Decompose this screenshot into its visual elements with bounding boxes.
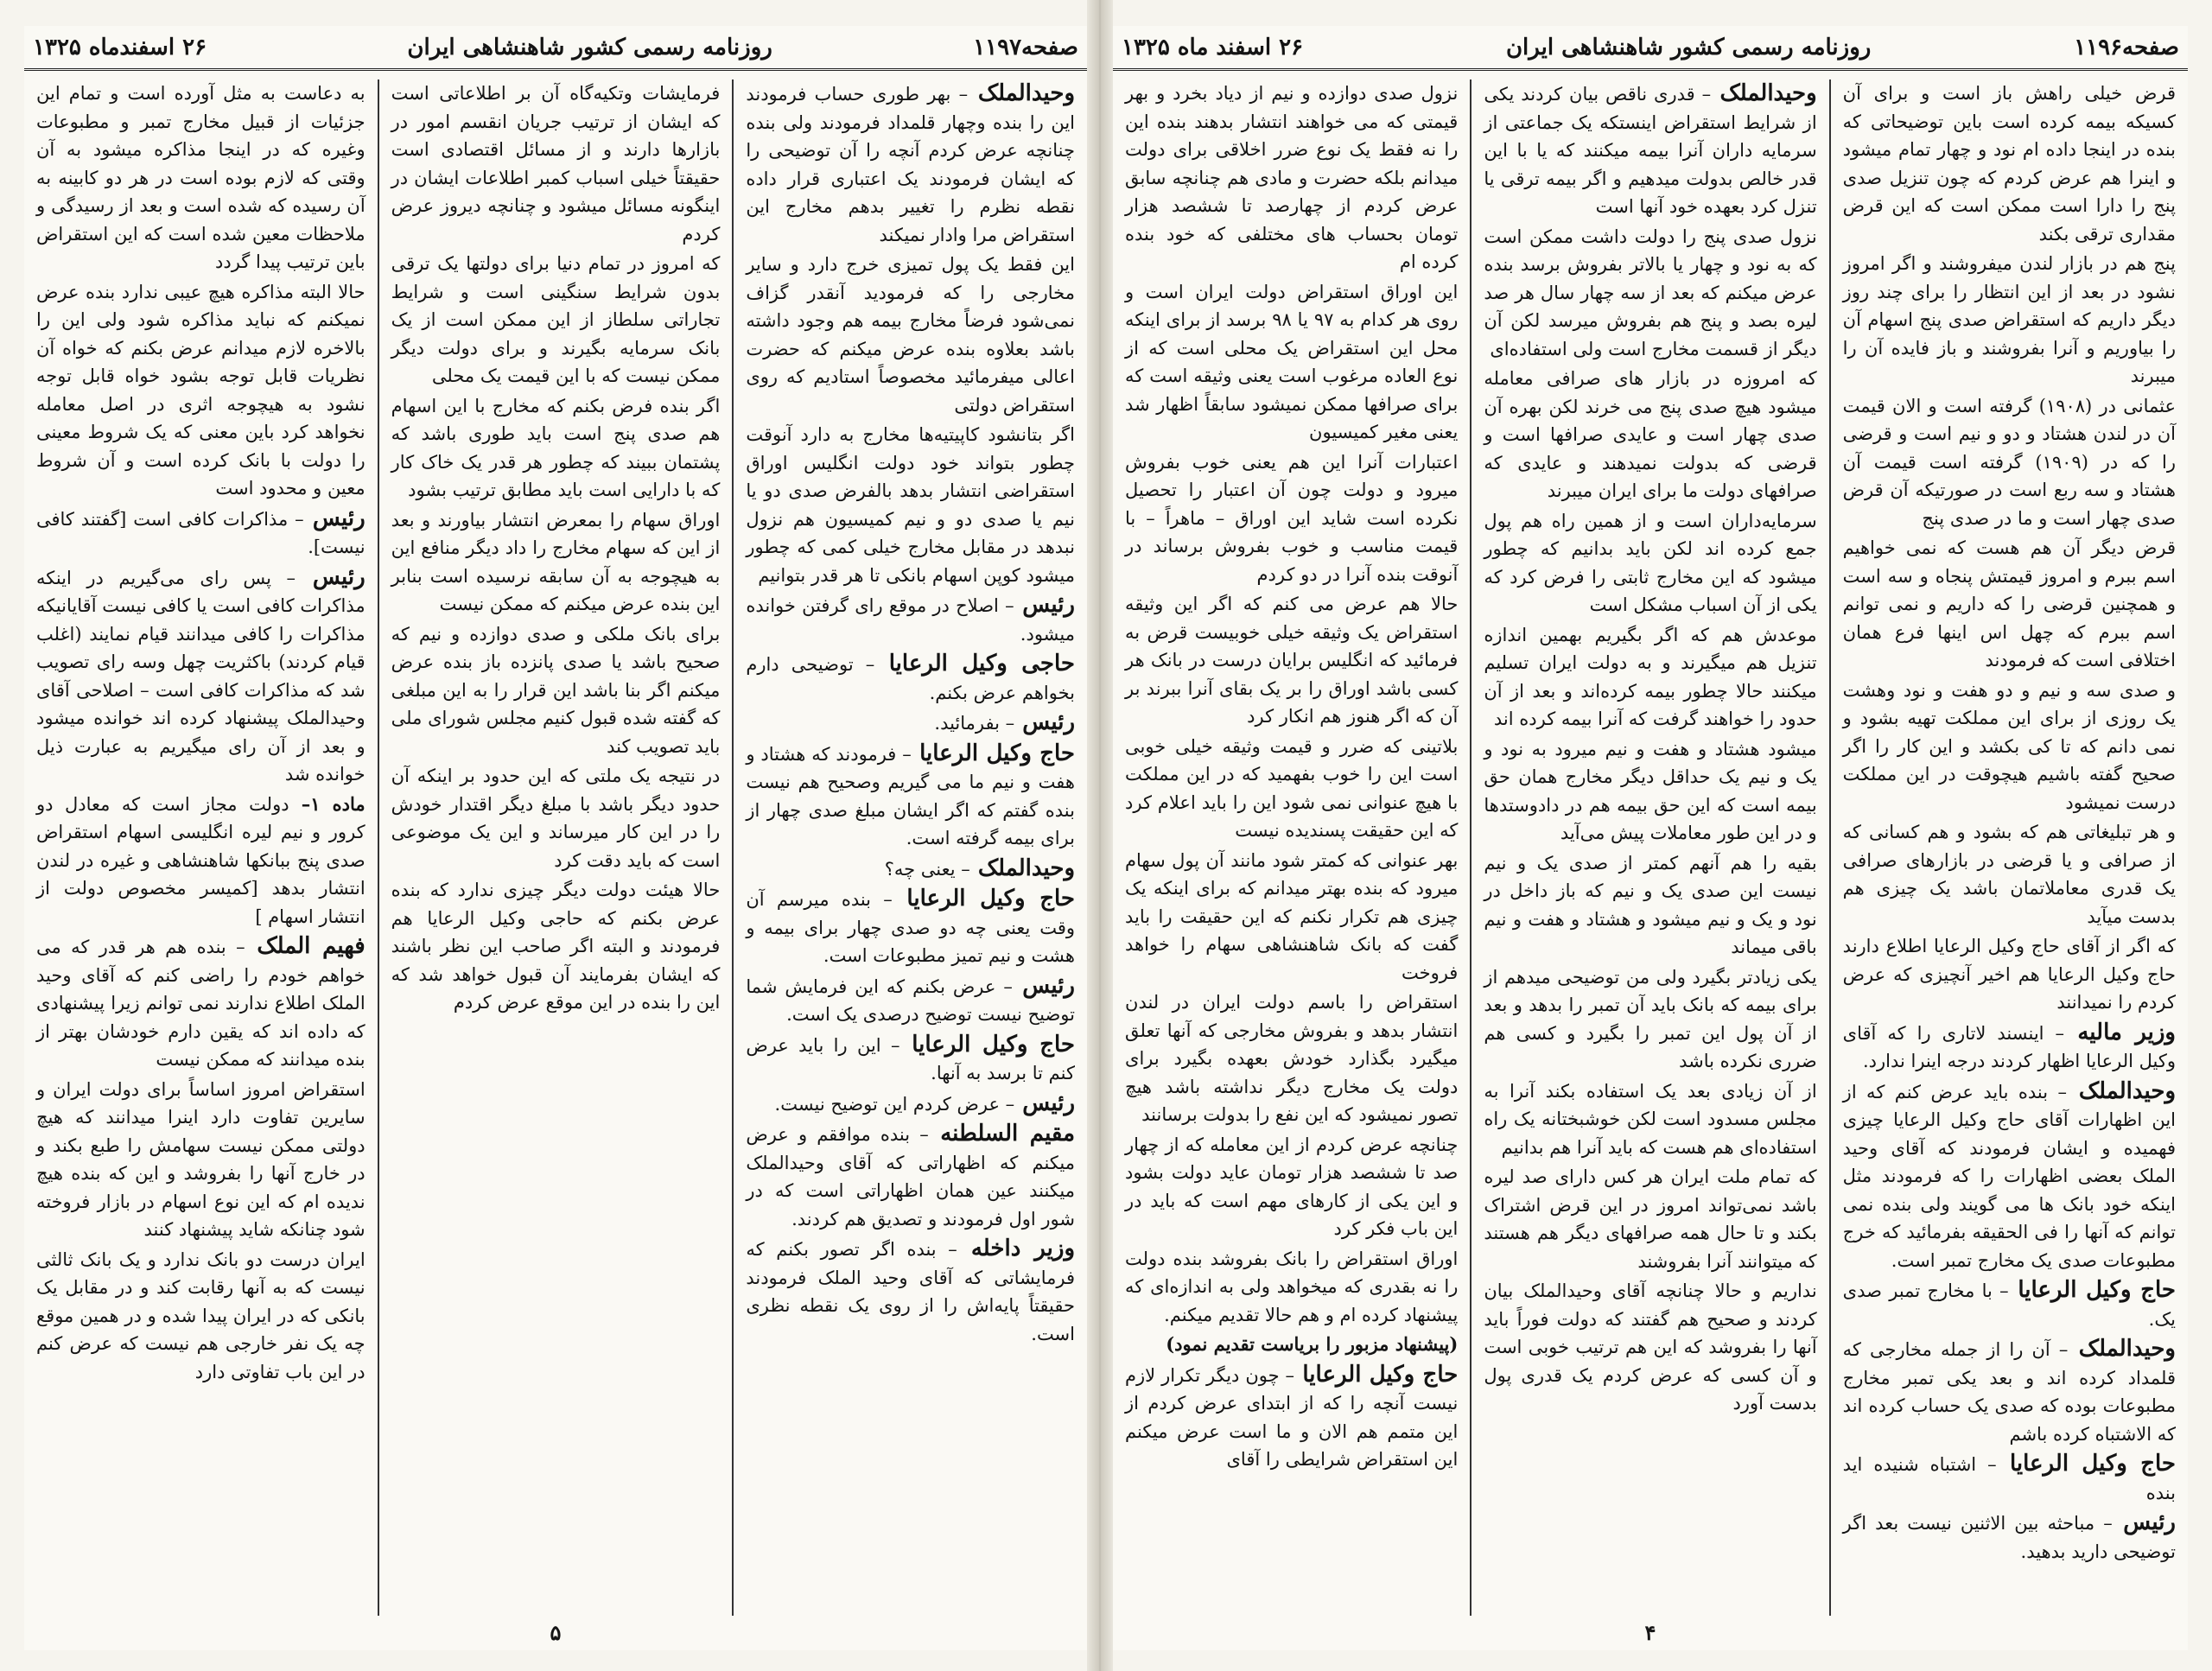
paragraph (746, 972, 1075, 1029)
paragraph-text: – چون دیگر تکرار لازم نیست آنچه را که از ابتدای عرض کردم از این متمم هم الان و ما است عرض میکنم این استقراض شرایطی را آقای (1125, 1364, 1459, 1470)
paragraph (391, 250, 721, 391)
speaker-name: وحیدالملک (968, 80, 1075, 106)
text-column (1829, 79, 2188, 1616)
paragraph (391, 79, 721, 248)
paragraph (1125, 1245, 1458, 1330)
paragraph (1125, 988, 1458, 1129)
paragraph (746, 650, 1075, 707)
paragraph-text: – فرمودند که هشتاد و هفت و نیم ما می گیریم وصحیح هم نیست بنده گفتم که اگر ایشان مبلغ صدی چهار از برای بیمه گرفته است. (746, 743, 1075, 848)
paragraph-text: فرمایشات وتکیه‌گاه آن بر اطلاعاتی است که ایشان از ترتیب جریان انقسم امور در بازارها دارند و از مسائل اقتصادی است حقیقتاً خیلی اسباب کمبر اطلاعات ایشان در اینگونه مسائل میشود و چنانچه دیروز عرض کردم (391, 83, 721, 245)
paragraph-text: سرمایه‌داران است و از همین راه هم پول جمع کرده اند لکن باید بدانیم که چطور میشود که این مخارج ثابتی را فرض کرد که یکی از آن اسباب مشکل است (1484, 510, 1817, 615)
paragraph (1484, 849, 1816, 962)
paragraph (391, 392, 721, 505)
paragraph (746, 885, 1075, 970)
paragraph-text: – بهر طوری حساب فرمودند این را بنده وچهار قلمداد فرمودند ولی بنده چنانچه عرض کردم آنچه را آن توضیحی را که ایشان فرمودند یک اعتباری قرار داده نقطه نظرم را تغییر بدهم مخارج این استقراض مرا وادار نمیکند (746, 84, 1075, 245)
paragraph (1843, 677, 2176, 817)
paragraph-text: – عرض کردم این توضیح نیست. (774, 1093, 1015, 1115)
paragraph (1125, 847, 1458, 988)
paragraph-text: – بنده میرسم آن وقت یعنی چه دو صدی چهار برای بیمه و هشت و نیم تمیز مطبوعات است. (746, 889, 1075, 966)
paragraph-text: نداریم و حالا چنانچه آقای وحیدالملک بیان کردند و صحیح هم گفتند که دولت فوراً باید آنها را بفروشد که این هم ترتیب خوبی است و آن کسی که عرض کردم یک قدری پول بدست آورد (1484, 1280, 1817, 1414)
paragraph (1484, 621, 1816, 734)
speaker-name: رئیس (1012, 972, 1075, 999)
paragraph (1843, 250, 2176, 391)
paragraph (1843, 1276, 2176, 1333)
speaker-name: وحیدالملک (1711, 80, 1817, 106)
paragraph (746, 1090, 1075, 1119)
paragraph (36, 791, 365, 931)
text-column (1470, 79, 1828, 1616)
page-gutter (1087, 0, 1113, 1671)
paragraph (746, 421, 1075, 589)
paragraph-text: – توضیحی دارم بخواهم عرض بکنم. (746, 654, 1075, 703)
paragraph (1125, 1131, 1458, 1243)
paragraph (391, 876, 721, 1017)
paragraph (746, 855, 1075, 884)
paragraph-text: و صدی سه و نیم و دو هفت و نود وهشت یک روزی از برای این مملکت تهیه بشود و نمی دانم که تا کی بکشد و این کار را اگر صحیح گفته باشیم هیچوقت در این مملکت درست نمیشود (1842, 679, 2176, 813)
right-newspaper-title: روزنامه رسمی کشور شاهنشاهی ایران (1505, 34, 1872, 60)
paragraph-text: اگر بتانشود کاپیتیه‌ها مخارج به دارد آنوقت چطور بتواند خود دولت انگلیس اوراق استقراضی انتشار بدهد بالفرض صدی دو یا نیم یا صدی دو و نیم کمیسیون هم نزول نبدهد در مقابل مخارج خیلی کمی که چطور میشود کوپن اسهام بانکی تا هر قدر بتوانیم (746, 424, 1075, 586)
paragraph-text: و هر تبلیغاتی هم که بشود و هم کسانی که از صرافی و یا قرضی در بازارهای صرافی یک قدری معاملاتمان باشد یک چیزی هم بدست میآید (1842, 822, 2176, 927)
paragraph-text: نزول صدی دوازده و نیم از دیاد بخرد و بهر قیمتی که می خواهند انتشار بدهند بنده این را نه فقط یک نوع ضرر اخلاقی برای دولت میدانم بلکه حضرت و مادی هم چنانچه سابق عرض کردم از چهارصد تا ششصد هزار تومان بحساب های مختلفی که خود بنده کرده ام (1125, 83, 1459, 272)
paragraph (1843, 392, 2176, 533)
paragraph (1125, 278, 1458, 447)
paragraph (36, 1076, 365, 1244)
text-column (378, 79, 733, 1616)
speaker-name: فهیم الملک (245, 933, 365, 959)
paragraph-text: بقیه را هم آنهم کمتر از صدی یک و نیم نیست این صدی یک و نیم که باز داخل در نود و یک و نیم میشود و هشتاد و هفت و نیم باقی میماند (1484, 852, 1817, 957)
paragraph (1843, 1077, 2176, 1275)
paragraph (1484, 79, 1816, 221)
right-folio: ۴ (1644, 1620, 1656, 1645)
paragraph-text: اگر بنده فرض بکنم که مخارج با این اسهام هم صدی پنج است باید طوری باشد که پشتمان ببیند که چطور هر قدر یک خاک کار که با دارایی است باید مطابق ترتیب بشود (391, 395, 721, 500)
paragraph-text: – اصلاح در موقع رای گرفتن خوانده میشود. (746, 595, 1075, 645)
left-page (24, 26, 1087, 1650)
paragraph (1484, 1163, 1816, 1275)
paragraph (36, 278, 365, 503)
paragraph-text: اوراق سهام را بمعرض انتشار بیاورند و بعد از این که سهام مخارج را داد دیگر منافع این به هیچوجه به آن سابقه نرسیده است بنابر این بنده عرض میکنم که ممکن نیست (391, 509, 721, 614)
paragraph-text: عثمانی در (۱۹۰۸) گرفته است و الان قیمت آن در لندن هشتاد و دو و نیم است و قرضی را که در (۱۹۰۹) گرفته است قیمت آن هشتاد و سه ربع است در صورتیکه آن قرض صدی چهار است و ما در صدی پنج (1842, 395, 2176, 529)
paragraph-text: حالا هم عرض می کنم که اگر این وثیقه استقراض یک وثیقه خیلی خوبیست قرض به فرمائید که انگلیس برایان درست در بانک هر کسی باشد اوراق را بر یک بقای آنرا ببرند بر آن که اگر هنوز هم انکار کرد (1125, 594, 1459, 727)
paragraph (746, 708, 1075, 738)
left-columns (24, 79, 1087, 1616)
right-columns (1113, 79, 2188, 1616)
paragraph-text: در نتیجه یک ملتی که این حدود بر اینکه آن حدود دیگر باشد با مبلغ دیگر اقتدار خودش را در این کار میرساند و این یک موضوعی است که باید دقت کرد (391, 766, 721, 871)
text-column (24, 79, 378, 1616)
paragraph-text: – با مخارج تمبر صدی یک. (1842, 1280, 2176, 1330)
paragraph (1125, 448, 1458, 589)
paragraph (1484, 365, 1816, 505)
paragraph (1843, 1509, 2176, 1566)
paragraph-text: قرض خیلی راهش باز است و برای آن کسیکه بیمه کرده است باین توضیحاتی که بنده در اینجا داده ام نود و چهار تمام میشود و اینرا هم عرض کردم که چون تنزیل صدی پنج را دارا است ممکن است که این قرض مقداری ترقی بکند (1842, 83, 2176, 245)
paragraph (746, 591, 1075, 648)
paragraph (746, 79, 1075, 249)
lead-text: (پیشنهاد مزبور را بریاست تقدیم نمود) (1166, 1333, 1459, 1355)
paragraph (1843, 1450, 2176, 1507)
paragraph (36, 79, 365, 276)
speaker-name: رئیس (1014, 709, 1075, 735)
paragraph-text: – بنده موافقم و عرض میکنم که اظهاراتی که آقای وحیدالملک میکنند عین همان اظهاراتی است که در شور اول فرمودند و تصدیق هم کردند. (746, 1124, 1075, 1229)
paragraph-text: میشود هشتاد و هفت و نیم میرود به نود و یک و نیم یک حداقل دیگر مخارج همان حق بیمه است که این حق بیمه هم در دادوستدها و در این طور معاملات پیش می‌آید (1484, 738, 1817, 843)
paragraph-text: استقراض را باسم دولت ایران در لندن انتشار بدهد و بفروش مخارجی که آنها تعلق میگیرد بگذارد خودش بعهده بگیرد برای دولت یک مخارج دیگر نداشته باشد هیچ تصور نمیشود که این نفع را بدولت برسانند (1125, 992, 1459, 1125)
speaker-name: رئیس (2112, 1509, 2176, 1535)
paragraph-text: که امروزه در بازار های صرافی معامله میشود هیچ صدی پنج می خرند لکن بهره آن صدی چهار است و عایدی صرافها است و قرضی که بدولت نمیدهند و عایدی که صرافهای دولت ما برای ایران میبرند (1484, 368, 1817, 501)
speaker-name: حاج وکیل الرعایا (899, 1031, 1075, 1058)
paragraph (1843, 1019, 2176, 1076)
paragraph-text: – یعنی چه؟ (884, 858, 970, 880)
text-column (1113, 79, 1470, 1616)
paragraph-text: یکی زیادتر بگیرد ولی من توضیحی میدهم از برای بیمه که بانک باید آن تمبر را بدهد و بعد از آن پول این تمبر را بگیرد و کسی هم ضرری نکرده باشد (1484, 966, 1817, 1071)
paragraph (746, 740, 1075, 853)
right-masthead (1113, 26, 2188, 71)
paragraph-text: – مذاکرات کافی است [گفتند کافی نیست]. (35, 508, 365, 557)
left-newspaper-title: روزنامه رسمی کشور شاهنشاهی ایران (407, 34, 772, 60)
paragraph (1484, 223, 1816, 364)
speaker-name: وحیدالملک (2068, 1336, 2176, 1362)
paragraph-text: موعدش هم که اگر بگیریم بهمین اندازه تنزیل هم میگیرند و به دولت ایران تسلیم میکنند حالا چطور بیمه کرده‌اند و بعد از آن حدود را خواهند گرفت که آنرا بیمه کرده اند (1484, 624, 1817, 729)
paragraph (1843, 534, 2176, 675)
paragraph (391, 506, 721, 619)
speaker-name: وحیدالملک (969, 855, 1075, 881)
paragraph-text: – بنده اگر تصور بکنم که فرمایشاتی که آقای وحید الملک فرمودند حقیقتاً پایه‌اش را از روی یک نقطه نظری است. (746, 1239, 1075, 1344)
paragraph (1484, 963, 1816, 1076)
speaker-name: وزیر مالیه (2064, 1019, 2176, 1045)
paragraph-text: از آن زیادی بعد یک استفاده بکند آنرا به مجلس مسدود است لکن خوشبختانه یک راه استفاده‌ای هم هست که باید آنرا هم بدانیم (1484, 1080, 1817, 1158)
speaker-name: رئیس (295, 563, 365, 590)
paragraph-text: پنج هم در بازار لندن میفروشند و اگر امروز نشود در بعد از این انتظار را برای چند روز دیگر داریم که استقراض صدی پنج اسهام آن را بیاوریم و آنرا بفروشند و باز فایده آن را میبرند (1842, 253, 2176, 386)
speaker-name: وزیر داخله (957, 1236, 1075, 1261)
speaker-name: رئیس (1014, 592, 1075, 618)
speaker-name: رئیس (303, 505, 365, 531)
paragraph-text: – بفرمائید. (934, 713, 1015, 734)
paragraph (1484, 507, 1816, 619)
paragraph-text: – بنده باید عرض کنم که از این اظهارات آقای حاج وکیل الرعایا چیزی فهمیده و ایشان فرمودند که آقای وحید الملک بعضی اظهارات را که فرمودند مثل اینکه خود بانک ها می گویند ولی بنده نمی توانم که آنها را فی الحقیقه بفرمائید که خرج مطبوعات صدی یک مخارج تمبر است. (1842, 1081, 2176, 1271)
paragraph (1125, 1331, 1458, 1359)
paragraph-text: اعتبارات آنرا این هم یعنی خوب بفروش میرود و دولت چون آن اعتبار را تحصیل نکرده است شاید این اوراق – ماهراً – با قیمت مناسب و خوب بفروش برساند در آنوقت بنده آنرا در دو کردم (1125, 451, 1459, 585)
paragraph (746, 1031, 1075, 1088)
paragraph-text: دولت مجاز است که معادل دو کرور و نیم لیره انگلیسی اسهام استقراض صدی پنج ببانکها شاهنشاهی و غیره در لندن انتشار بدهد [کمیسر مخصوص دولت از انتشار اسهام ] (35, 793, 365, 927)
speaker-name: رئیس (1014, 1090, 1075, 1116)
paragraph-text: که تمام ملت ایران هر کس دارای صد لیره باشد نمی‌تواند امروز در این قرض اشتراک بکند و تا حال همه صرافهای دیگر هم هستند که میتوانند آنرا بفروشند (1484, 1166, 1817, 1272)
speaker-name: حاج وکیل الرعایا (1996, 1451, 2176, 1477)
paragraph (391, 762, 721, 874)
paragraph-text: – مباحثه بین الاثنین نیست بعد اگر توضیحی دارید بدهید. (1842, 1513, 2176, 1562)
paragraph-text: – اشتباه شنیده اید بنده (1842, 1454, 2176, 1503)
paragraph-text: – بنده هم هر قدر که می خواهم خودم را راضی کنم که آقای وحید الملک اطلاع ندارند نمی توانم زیرا پیشنهادی که داده اند که یقین دارم خودشان بهتر از بنده میدانند که ممکن نیست (35, 937, 365, 1070)
paragraph (746, 251, 1075, 419)
paragraph (36, 932, 365, 1074)
paragraph-text: ایران درست دو بانک ندارد و یک بانک ثالثی نیست که به آنها رقابت کند و در مقابل یک بانکی که در ایران پیدا شده و در همین موقع چه یک نفر خارجی هم نیست که عرض کنم در این باب تفاوتی دارد (35, 1248, 365, 1382)
paragraph-text: بهر عنوانی که کمتر شود مانند آن پول سهام میرود که بنده بهتر میدانم که برای اینکه یک چیزی هم تکرار نکنم که این حقیقت را باید گفت که بانک شاهنشاهی سهام را خواهد فروخت (1125, 849, 1459, 983)
paragraph-text: – اینسند لاتاری را که آقای وکیل الرعایا اظهار کردند درجه اینرا ندارد. (1842, 1022, 2176, 1071)
right-date: ۲۶ اسفند ماه ۱۳۲۵ (1122, 34, 1304, 60)
paragraph-text: استقراض امروز اساساً برای دولت ایران و سایرین تفاوت دارد اینرا میدانند که هیچ دولتی ممکن نیست سهامش را طبع بکند و در خارج آنها را بفروشد و این که بنده هیچ ندیده ام که این نوع اسهام در بازار فروخته شود چنانکه شاید پیشنهاد کنند (35, 1078, 365, 1240)
paragraph-text: حالا البته مذاکره هیچ عیبی ندارد بنده عرض نمیکنم که نباید مذاکره شود ولی این را بالاخره لازم میدانم عرض بکنم که خواه آن نظریات قابل توجه بشود خواه قابل توجه نشود به هیچوجه اثری در اصل معامله نخواهد کرد باین معنی که یک شروط معینی را دولت با بانک کرده است و آن شروط معین و محدود است (35, 281, 365, 499)
paragraph-text: به دعاست به مثل آورده است و تمام این جزئیات از قبیل مخارج تمبر و مطبوعات وغیره که در اینجا مذاکره میشود به آن وقتی که لازم بوده است در هر دو کابینه به آن رسیده که شده است و بعد از رسیدگی و ملاحظات معین شده است که این استقراض باین ترتیب پیدا گردد (35, 83, 365, 272)
paragraph (36, 1246, 365, 1387)
left-date: ۲۶ اسفندماه ۱۳۲۵ (33, 34, 207, 60)
lead-text: ماده ۱– (289, 792, 365, 815)
paragraph (1125, 79, 1458, 276)
speaker-name: مقیم السلطنه (928, 1121, 1075, 1147)
paragraph (1125, 733, 1458, 845)
left-folio: ۵ (550, 1620, 562, 1645)
paragraph-text: – قدری ناقص بیان کردند یکی از شرایط استقراض اینستکه یک جماعتی از سرمایه داران آنرا بیمه میکنند که یا با این قدر خالص بدولت میدهیم و اگر بیمه ترقی یا تنزل کرد بعهده خود آنها است (1484, 84, 1817, 217)
left-masthead (24, 26, 1087, 71)
paragraph (1125, 1361, 1458, 1474)
paragraph-text: نزول صدی پنج را دولت داشت ممکن است که به نود و چهار یا بالاتر بفروش برسد بنده عرض میکنم که بعد از سه چهار سال هر صد لیره بصد و پنج هم بفروش میرسد لکن آن دیگر از قسمت مخارج است ولی استفاده‌ای (1484, 226, 1817, 359)
speaker-name: حاجی وکیل الرعایا (874, 651, 1075, 677)
speaker-name: وحیدالملک (2067, 1077, 2176, 1104)
paragraph (1484, 735, 1816, 848)
speaker-name: حاج وکیل الرعایا (1294, 1361, 1459, 1388)
paragraph (746, 1120, 1075, 1233)
paragraph-text: قرض دیگر آن هم هست که نمی خواهیم اسم ببرم و امروز قیمتش پنجاه و سه است و همچنین قرضی را که داریم و نمی توانم اسم ببرم که چهل اس اینها فرع همان اختلافی است که فرمودند (1842, 537, 2176, 670)
paragraph-text: این فقط یک پول تمیزی خرج دارد و سایر مخارجی را که فرمودید آنقدر گزاف نمی‌شود فرضاً مخارج بیمه هم وجود داشته باشد بعلاوه بنده عرض میکنم که حضرت اعالی میفرمائید مخصوصاً استادیم که روی استقراض دولتی (746, 254, 1075, 416)
paragraph (1125, 590, 1458, 731)
speaker-name: حاج وکیل الرعایا (911, 740, 1075, 766)
paragraph (1484, 1077, 1816, 1162)
paragraph (1843, 932, 2176, 1017)
paragraph (36, 563, 365, 789)
paragraph (1843, 1335, 2176, 1448)
paragraph (36, 505, 365, 562)
paragraph (1843, 818, 2176, 931)
paragraph-text: حالا هیئت دولت دیگر چیزی ندارد که بنده عرض بکنم که حاجی وکیل الرعایا هم فرمودند و البته اگر صاحب این نظر باشند که ایشان بفرمایند آن قبول خواهد شد که این را بنده در این موقع عرض کردم (391, 880, 721, 1013)
paragraph-text: اوراق استقراض را بانک بفروشد بنده دولت را نه بقدری که میخواهد ولی به اندازه‌ای که پیشنهاد کرده ام و هم حالا تقدیم میکنم. (1125, 1248, 1459, 1325)
paragraph-text: – پس رای می‌گیریم در اینکه مذاکرات کافی است یا کافی نیست آقایانیکه مذاکرات را کافی میدانند قیام نمایند (اغلب قیام کردند) باکثریت چهل وسه رای تصویب شد که مذاکرات کافی است – اصلاحی آقای وحیدالملک پیشنهاد کرده اند خوانده میشود و بعد از آن رای میگیریم به عبارت ذیل خوانده شد (35, 567, 365, 785)
paragraph-text: بلاتینی که ضرر و قیمت وثیقه خیلی خوبی است این را خوب بفهمید که در این مملکت با هیچ عنوانی نمی شود این را باید اعلام کرد که این حقیقت پسندیده نیست (1125, 735, 1459, 841)
speaker-name: حاج وکیل الرعایا (892, 886, 1075, 912)
paragraph-text: که امروز در تمام دنیا برای دولتها یک ترقی بدون شرایط سنگینی است و شرایط تجاراتی سلطاز از این ممکن است از یک بانک سرمایه بگیرند و برای دولت دیگر ممکن نیست که با این قیمت یک محلی (391, 253, 721, 386)
speaker-name: حاج وکیل الرعایا (2008, 1277, 2176, 1303)
paragraph-text: برای بانک ملکی و صدی دوازده و نیم که صحیح باشد یا صدی پانزده باز بنده عرض میکنم اگر بنا باشد این قرار را به این مبلغی که گفته شده قبول کنیم مجلس شورای ملی باید تصویب کند (391, 623, 721, 757)
paragraph (1843, 79, 2176, 248)
paragraph-text: این اوراق استقراض دولت ایران است و روی هر کدام به ۹۷ یا ۹۸ برسد از برای اینکه محل این استقراض یک محلی است که از نوع العاده مرغوب است یعنی وثیقه است که برای صرافها ممکن نمیشود سابقاً اظهار شد یعنی مغیر کمیسیون (1125, 281, 1459, 442)
paragraph-text: – آن را از جمله مخارجی که قلمداد کرده اند و بعد یکی تمبر مخارج مطبوعات بوده که صدی یک حساب کرده اند که الاشتباه کرده باشم (1842, 1339, 2176, 1445)
paragraph-text: – عرض بکنم که این فرمایش شما توضیح نیست توضیح درصدی یک است. (746, 975, 1075, 1025)
paragraph-text: – این را باید عرض کنم تا برسد به آنها. (746, 1034, 1075, 1083)
right-page (1113, 26, 2188, 1650)
paragraph (1484, 1277, 1816, 1418)
paragraph (746, 1235, 1075, 1348)
paragraph-text: که اگر از آقای حاج وکیل الرعایا اطلاع دارند حاج وکیل الرعایا هم اخیر آنچیزی که عرض کردم را نمیدانند (1842, 936, 2176, 1013)
text-column (732, 79, 1087, 1616)
paragraph (391, 620, 721, 761)
left-page-number: صفحه۱۱۹۷ (973, 34, 1078, 60)
right-page-number: صفحه۱۱۹۶ (2074, 34, 2179, 60)
paragraph-text: چنانچه عرض کردم از این معامله که از چهار صد تا ششصد هزار تومان عاید دولت بشود و این یکی از کارهای مهم است که باید در این باب فکر کرد (1125, 1134, 1459, 1239)
